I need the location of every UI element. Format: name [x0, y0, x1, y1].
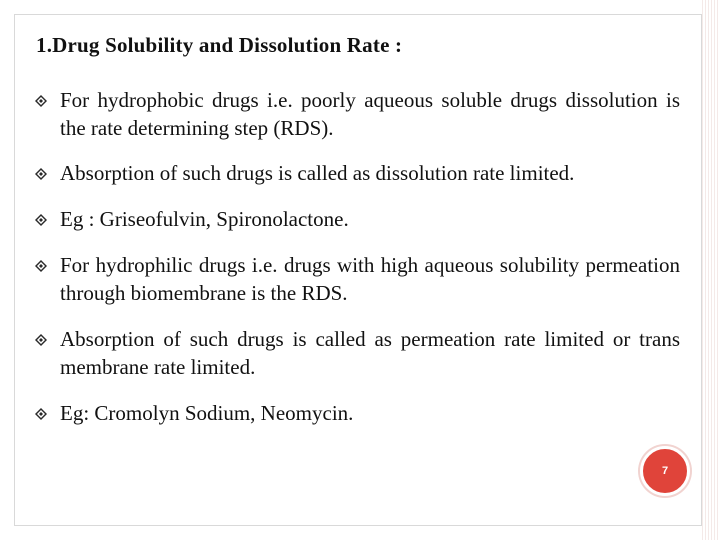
bullet-text: For hydrophobic drugs i.e. poorly aqueous soluble drugs dissolution is the rate determining step (RDS).: [60, 88, 680, 140]
slide-title: 1.Drug Solubility and Dissolution Rate :: [36, 33, 403, 57]
bullet-item: [35, 159, 680, 187]
bullet-list: [35, 86, 680, 427]
bullet-item: [35, 325, 680, 381]
diamond-bullet-icon: [35, 214, 47, 226]
bullet-text: Eg: Cromolyn Sodium, Neomycin.: [60, 401, 354, 425]
diamond-bullet-icon: [35, 408, 47, 420]
bullet-item: [35, 251, 680, 307]
bullet-text: Absorption of such drugs is called as permeation rate limited or trans membrane rate limited.: [60, 327, 680, 379]
bullet-text: Eg : Griseofulvin, Spironolactone.: [60, 207, 349, 231]
bullet-item: [35, 86, 680, 142]
diamond-bullet-icon: [35, 168, 47, 180]
bullet-text: Absorption of such drugs is called as dissolution rate limited.: [60, 161, 575, 185]
bullet-text: For hydrophilic drugs i.e. drugs with high aqueous solubility permeation through biomembrane is the RDS.: [60, 253, 680, 305]
diamond-bullet-icon: [35, 260, 47, 272]
bullet-item: [35, 205, 680, 233]
diamond-bullet-icon: [35, 95, 47, 107]
page-number-badge: 7: [640, 446, 690, 496]
diamond-bullet-icon: [35, 334, 47, 346]
decorative-stripes: [702, 0, 720, 540]
bullet-item: [35, 399, 680, 427]
